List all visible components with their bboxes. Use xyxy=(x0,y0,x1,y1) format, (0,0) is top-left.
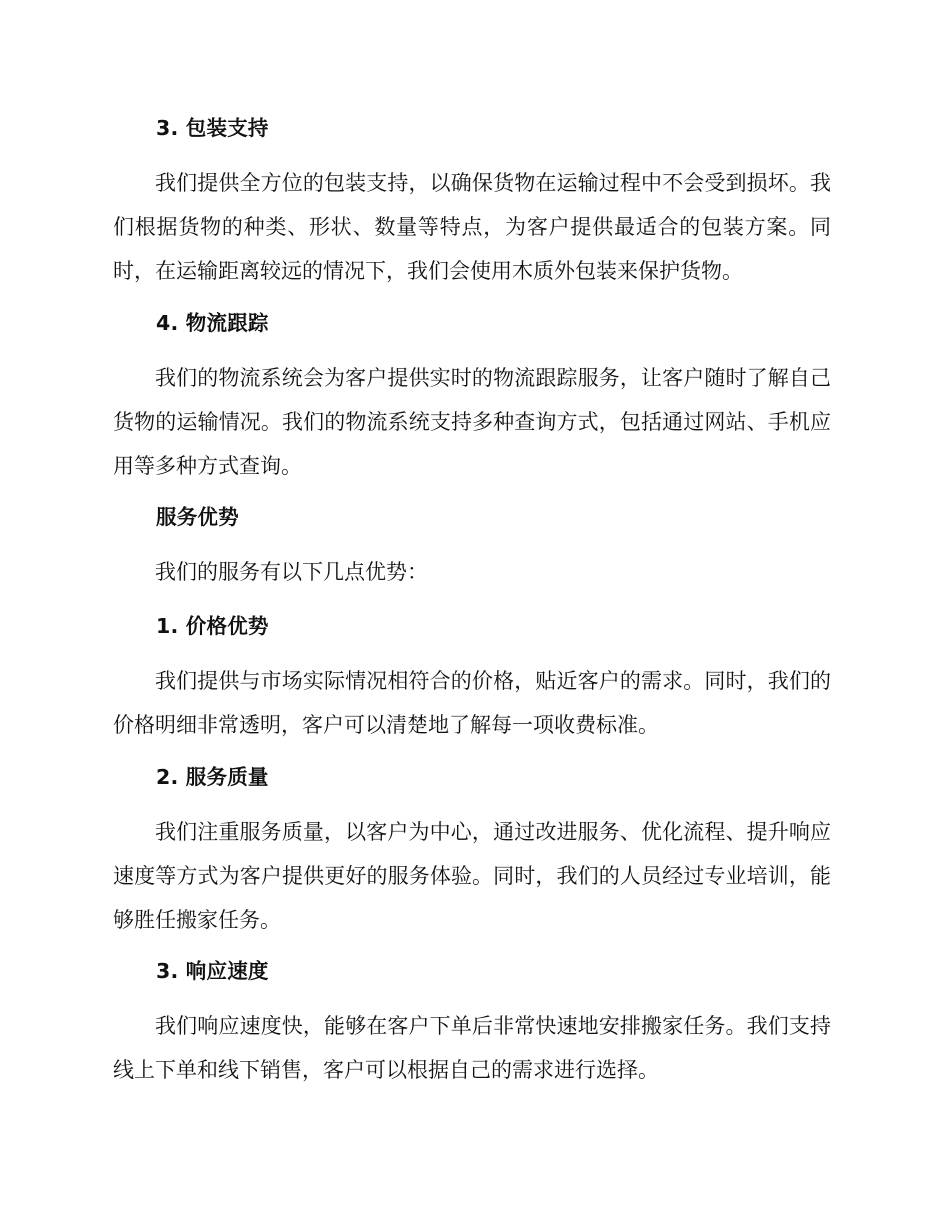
section-heading-quality: 2. 服务质量 xyxy=(156,765,269,789)
paragraph-advantages-intro: 我们的服务有以下几点优势： xyxy=(155,560,428,584)
section-heading-response: 3. 响应速度 xyxy=(156,959,269,983)
paragraph-tracking: 我们的物流系统会为客户提供实时的物流跟踪服务，让客户随时了解自己货物的运输情况。我们的物流系统支持多种查询方式，包括通过网站、手机应用等多种方式查询。 xyxy=(113,366,831,478)
section-heading-price: 1. 价格优势 xyxy=(156,614,269,638)
paragraph-price: 我们提供与市场实际情况相符合的价格，贴近客户的需求。同时，我们的价格明细非常透明，客户可以清楚地了解每一项收费标准。 xyxy=(113,669,831,737)
section-heading-tracking: 4. 物流跟踪 xyxy=(156,311,269,335)
paragraph-response: 我们响应速度快，能够在客户下单后非常快速地安排搬家任务。我们支持线上下单和线下销售，客户可以根据自己的需求进行选择。 xyxy=(113,1014,831,1082)
section-heading-advantages: 服务优势 xyxy=(156,505,239,529)
paragraph-quality: 我们注重服务质量，以客户为中心，通过改进服务、优化流程、提升响应速度等方式为客户提供更好的服务体验。同时，我们的人员经过专业培训，能够胜任搬家任务。 xyxy=(113,820,831,932)
section-heading-packaging: 3. 包装支持 xyxy=(156,116,269,140)
paragraph-packaging: 我们提供全方位的包装支持，以确保货物在运输过程中不会受到损坏。我们根据货物的种类、形状、数量等特点，为客户提供最适合的包装方案。同时，在运输距离较远的情况下，我们会使用木质外包装来保护货物。 xyxy=(113,171,831,283)
